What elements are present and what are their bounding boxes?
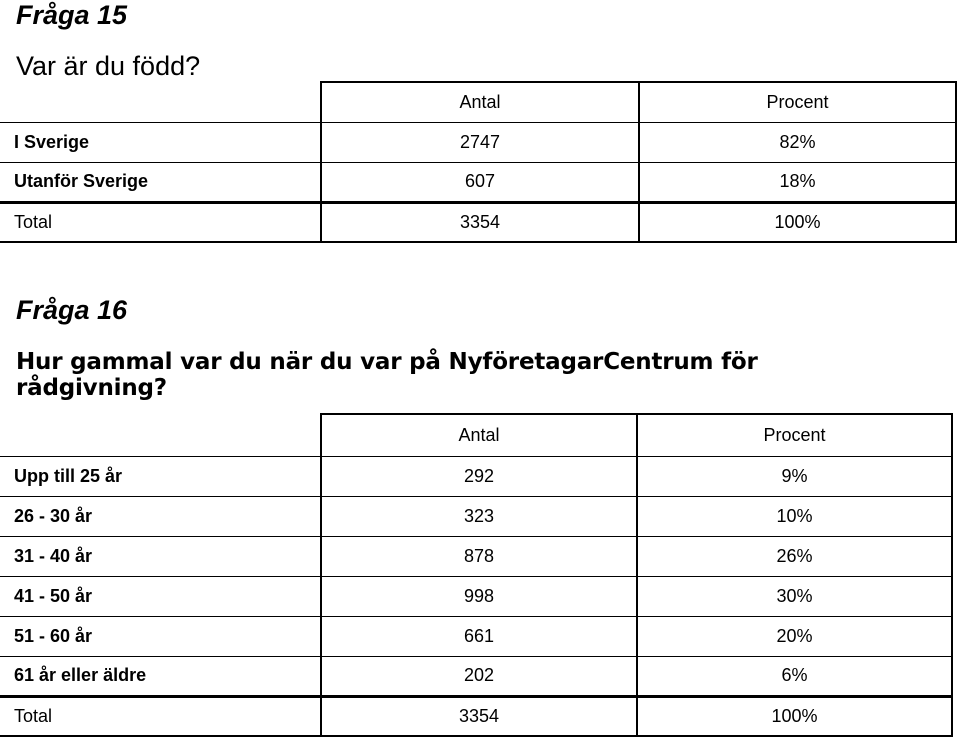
- table-row: [0, 162, 956, 202]
- row-percent: 26%: [637, 536, 952, 576]
- row-count: 607: [321, 162, 639, 202]
- table-row: [0, 616, 952, 656]
- table-row: [0, 536, 952, 576]
- row-percent: 18%: [639, 162, 956, 202]
- table-row: [0, 456, 952, 496]
- row-percent: 82%: [639, 122, 956, 162]
- total-row: [0, 202, 956, 242]
- row-count: 661: [321, 616, 637, 656]
- question-16-heading: Fråga 16: [16, 295, 128, 325]
- row-count: 2747: [321, 122, 639, 162]
- row-label: I Sverige: [0, 122, 321, 162]
- column-header-antal: Antal: [321, 414, 637, 456]
- row-count: 202: [321, 656, 637, 696]
- table-header-row: [0, 414, 952, 456]
- total-percent: 100%: [637, 696, 952, 736]
- table-row: [0, 122, 956, 162]
- total-percent: 100%: [639, 202, 956, 242]
- row-label: 41 - 50 år: [0, 576, 321, 616]
- row-label: 61 år eller äldre: [0, 656, 321, 696]
- total-row: [0, 696, 952, 736]
- row-count: 998: [321, 576, 637, 616]
- column-header-procent: Procent: [637, 414, 952, 456]
- total-label: Total: [0, 696, 321, 736]
- row-percent: 30%: [637, 576, 952, 616]
- table-row: [0, 496, 952, 536]
- row-label: 31 - 40 år: [0, 536, 321, 576]
- row-label: 26 - 30 år: [0, 496, 321, 536]
- question-16-table: [0, 413, 953, 737]
- row-percent: 9%: [637, 456, 952, 496]
- row-percent: 6%: [637, 656, 952, 696]
- row-label: Utanför Sverige: [0, 162, 321, 202]
- total-count: 3354: [321, 202, 639, 242]
- row-percent: 10%: [637, 496, 952, 536]
- row-count: 878: [321, 536, 637, 576]
- question-15-heading: Fråga 15: [16, 0, 128, 30]
- table-row: [0, 576, 952, 616]
- question-16-text: Hur gammal var du när du var på NyföretagarCentrum för rådgivning?: [16, 349, 758, 401]
- row-label: Upp till 25 år: [0, 456, 321, 496]
- row-label: 51 - 60 år: [0, 616, 321, 656]
- header-blank-cell: [0, 414, 321, 456]
- total-count: 3354: [321, 696, 637, 736]
- question-15-text: Var är du född?: [16, 51, 201, 81]
- table-header-row: [0, 82, 956, 122]
- question-15-table: [0, 81, 957, 243]
- column-header-procent: Procent: [639, 82, 956, 122]
- row-percent: 20%: [637, 616, 952, 656]
- header-blank-cell: [0, 82, 321, 122]
- row-count: 292: [321, 456, 637, 496]
- row-count: 323: [321, 496, 637, 536]
- table-row: [0, 656, 952, 696]
- column-header-antal: Antal: [321, 82, 639, 122]
- total-label: Total: [0, 202, 321, 242]
